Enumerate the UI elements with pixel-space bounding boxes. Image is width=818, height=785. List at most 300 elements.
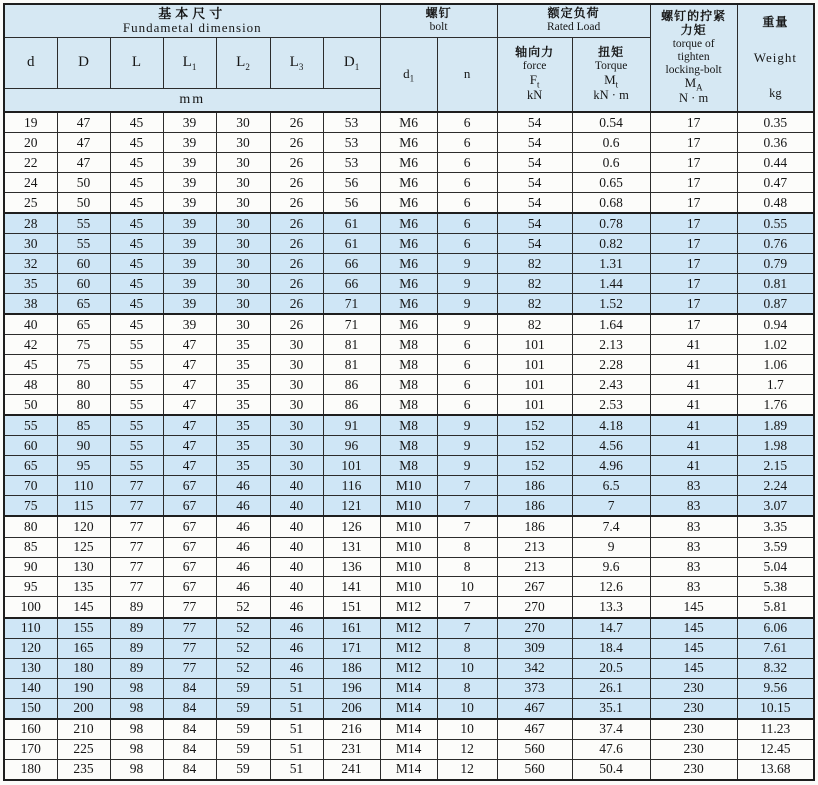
cell-d1: M14 (380, 759, 437, 780)
cell-torque-kNm: 2.28 (572, 355, 650, 375)
cell-L2: 46 (216, 496, 270, 517)
cell-D1: 121 (323, 496, 380, 517)
table-header (4, 4, 814, 112)
cell-L2: 46 (216, 537, 270, 557)
cell-D1: 136 (323, 557, 380, 577)
table-row (4, 153, 814, 173)
cell-force-kN: 186 (497, 476, 572, 496)
header-tightening-zh1: 螺钉的拧紧 (661, 9, 727, 24)
cell-weight-kg: 1.89 (737, 415, 814, 436)
cell-torque-kNm: 0.6 (572, 153, 650, 173)
cell-MA-Nm: 83 (650, 537, 737, 557)
cell-L: 55 (110, 395, 163, 416)
table-row (4, 234, 814, 254)
cell-d1: M8 (380, 355, 437, 375)
cell-n: 9 (437, 294, 497, 315)
cell-torque-kNm: 37.4 (572, 719, 650, 740)
cell-torque-kNm: 14.7 (572, 618, 650, 639)
cell-D: 135 (57, 577, 110, 597)
cell-torque-kNm: 9.6 (572, 557, 650, 577)
cell-L3: 26 (270, 213, 323, 234)
cell-force-kN: 54 (497, 112, 572, 133)
cell-L: 89 (110, 597, 163, 618)
table-row (4, 496, 814, 517)
force-en: force (522, 60, 547, 73)
cell-D: 80 (57, 395, 110, 416)
cell-L2: 35 (216, 456, 270, 476)
cell-n: 6 (437, 234, 497, 254)
cell-MA-Nm: 230 (650, 719, 737, 740)
cell-n: 6 (437, 112, 497, 133)
cell-L2: 46 (216, 516, 270, 537)
cell-L2: 52 (216, 638, 270, 658)
cell-d: 150 (4, 698, 57, 719)
cell-n: 8 (437, 557, 497, 577)
cell-MA-Nm: 41 (650, 335, 737, 355)
cell-weight-kg: 1.06 (737, 355, 814, 375)
cell-n: 6 (437, 213, 497, 234)
cell-D1: 186 (323, 658, 380, 678)
cell-d1: M8 (380, 436, 437, 456)
cell-d1: M12 (380, 597, 437, 618)
cell-L1: 67 (163, 516, 216, 537)
cell-D: 115 (57, 496, 110, 517)
cell-D: 145 (57, 597, 110, 618)
cell-D1: 171 (323, 638, 380, 658)
cell-D: 50 (57, 193, 110, 214)
cell-L1: 47 (163, 436, 216, 456)
cell-n: 9 (437, 314, 497, 335)
header-bolt-zh: 螺钉 (425, 6, 452, 21)
cell-d: 20 (4, 133, 57, 153)
cell-torque-kNm: 1.64 (572, 314, 650, 335)
cell-d1: M10 (380, 537, 437, 557)
torque-en: Torque (594, 60, 628, 73)
header-fundamental-zh: 基本尺寸 (158, 5, 227, 21)
cell-torque-kNm: 0.54 (572, 112, 650, 133)
cell-force-kN: 267 (497, 577, 572, 597)
cell-MA-Nm: 230 (650, 739, 737, 759)
cell-D: 75 (57, 335, 110, 355)
cell-L: 98 (110, 678, 163, 698)
cell-D1: 91 (323, 415, 380, 436)
cell-L: 89 (110, 658, 163, 678)
cell-d1: M10 (380, 557, 437, 577)
cell-d1: M8 (380, 415, 437, 436)
cell-force-kN: 54 (497, 193, 572, 214)
cell-MA-Nm: 17 (650, 213, 737, 234)
cell-L1: 47 (163, 355, 216, 375)
header-weight-zh: 重量 (762, 15, 789, 29)
torque-symbol: $M_t$ (604, 71, 619, 90)
cell-L1: 67 (163, 577, 216, 597)
cell-L3: 51 (270, 719, 323, 740)
cell-n: 6 (437, 355, 497, 375)
cell-torque-kNm: 47.6 (572, 739, 650, 759)
cell-torque-kNm: 0.65 (572, 173, 650, 193)
unit-mm-row: mm (4, 88, 380, 112)
cell-force-kN: 270 (497, 618, 572, 639)
cell-n: 8 (437, 638, 497, 658)
cell-L: 77 (110, 476, 163, 496)
cell-D1: 56 (323, 193, 380, 214)
cell-D: 125 (57, 537, 110, 557)
cell-n: 7 (437, 618, 497, 639)
cell-MA-Nm: 41 (650, 395, 737, 416)
cell-L1: 84 (163, 739, 216, 759)
cell-weight-kg: 0.87 (737, 294, 814, 315)
cell-L1: 67 (163, 557, 216, 577)
cell-d: 28 (4, 213, 57, 234)
cell-force-kN: 186 (497, 496, 572, 517)
cell-torque-kNm: 2.53 (572, 395, 650, 416)
cell-D1: 66 (323, 274, 380, 294)
cell-torque-kNm: 18.4 (572, 638, 650, 658)
cell-MA-Nm: 41 (650, 436, 737, 456)
cell-MA-Nm: 41 (650, 355, 737, 375)
cell-D: 80 (57, 375, 110, 395)
cell-force-kN: 152 (497, 415, 572, 436)
cell-d1: M6 (380, 153, 437, 173)
cell-d1: M6 (380, 213, 437, 234)
cell-D1: 131 (323, 537, 380, 557)
cell-MA-Nm: 17 (650, 234, 737, 254)
cell-D: 90 (57, 436, 110, 456)
cell-D: 165 (57, 638, 110, 658)
cell-L: 98 (110, 759, 163, 780)
cell-d: 180 (4, 759, 57, 780)
cell-d1: M14 (380, 739, 437, 759)
cell-L1: 84 (163, 678, 216, 698)
cell-L1: 67 (163, 496, 216, 517)
cell-L: 45 (110, 314, 163, 335)
cell-force-kN: 54 (497, 173, 572, 193)
cell-n: 9 (437, 456, 497, 476)
col-header-D: D (57, 37, 110, 88)
cell-d: 85 (4, 537, 57, 557)
cell-L1: 47 (163, 456, 216, 476)
cell-D: 155 (57, 618, 110, 639)
cell-force-kN: 309 (497, 638, 572, 658)
cell-d: 160 (4, 719, 57, 740)
cell-D1: 101 (323, 456, 380, 476)
cell-D1: 116 (323, 476, 380, 496)
cell-L3: 51 (270, 739, 323, 759)
cell-MA-Nm: 17 (650, 153, 737, 173)
cell-L2: 46 (216, 577, 270, 597)
header-tightening-torque (650, 4, 737, 112)
cell-force-kN: 560 (497, 739, 572, 759)
cell-weight-kg: 7.61 (737, 638, 814, 658)
cell-L: 45 (110, 112, 163, 133)
cell-D1: 126 (323, 516, 380, 537)
table-row (4, 678, 814, 698)
cell-D1: 151 (323, 597, 380, 618)
cell-L3: 26 (270, 274, 323, 294)
cell-L: 45 (110, 254, 163, 274)
cell-L3: 40 (270, 496, 323, 517)
cell-d: 32 (4, 254, 57, 274)
cell-n: 10 (437, 719, 497, 740)
cell-n: 10 (437, 577, 497, 597)
cell-n: 6 (437, 335, 497, 355)
cell-L: 55 (110, 375, 163, 395)
table-row (4, 173, 814, 193)
cell-L2: 35 (216, 335, 270, 355)
cell-torque-kNm: 1.31 (572, 254, 650, 274)
cell-L: 77 (110, 516, 163, 537)
cell-L3: 26 (270, 153, 323, 173)
cell-L1: 39 (163, 213, 216, 234)
cell-L2: 30 (216, 274, 270, 294)
cell-d1: M8 (380, 375, 437, 395)
cell-L3: 40 (270, 516, 323, 537)
cell-L2: 35 (216, 355, 270, 375)
cell-d1: M14 (380, 678, 437, 698)
cell-D: 60 (57, 254, 110, 274)
cell-MA-Nm: 17 (650, 193, 737, 214)
cell-D: 190 (57, 678, 110, 698)
cell-torque-kNm: 35.1 (572, 698, 650, 719)
table-row (4, 698, 814, 719)
cell-force-kN: 82 (497, 294, 572, 315)
cell-MA-Nm: 145 (650, 658, 737, 678)
cell-n: 10 (437, 658, 497, 678)
cell-force-kN: 186 (497, 516, 572, 537)
cell-L: 45 (110, 294, 163, 315)
cell-MA-Nm: 83 (650, 476, 737, 496)
cell-L1: 39 (163, 234, 216, 254)
cell-D: 130 (57, 557, 110, 577)
cell-D: 75 (57, 355, 110, 375)
cell-L3: 46 (270, 597, 323, 618)
cell-L2: 46 (216, 557, 270, 577)
cell-D1: 53 (323, 112, 380, 133)
cell-torque-kNm: 6.5 (572, 476, 650, 496)
cell-L1: 39 (163, 133, 216, 153)
col-header-D1: $D_1$ (323, 37, 380, 88)
table-row (4, 314, 814, 335)
cell-L3: 51 (270, 698, 323, 719)
cell-d: 120 (4, 638, 57, 658)
cell-weight-kg: 0.55 (737, 213, 814, 234)
cell-D1: 206 (323, 698, 380, 719)
cell-torque-kNm: 26.1 (572, 678, 650, 698)
cell-L1: 84 (163, 698, 216, 719)
cell-L3: 46 (270, 638, 323, 658)
cell-torque-kNm: 7.4 (572, 516, 650, 537)
cell-L3: 26 (270, 314, 323, 335)
cell-force-kN: 152 (497, 436, 572, 456)
cell-d: 48 (4, 375, 57, 395)
cell-MA-Nm: 17 (650, 173, 737, 193)
table-row (4, 658, 814, 678)
cell-MA-Nm: 83 (650, 557, 737, 577)
cell-n: 9 (437, 436, 497, 456)
table-row (4, 759, 814, 780)
cell-d1: M6 (380, 314, 437, 335)
cell-D: 65 (57, 294, 110, 315)
cell-force-kN: 213 (497, 537, 572, 557)
cell-L2: 30 (216, 294, 270, 315)
cell-d1: M6 (380, 294, 437, 315)
cell-d1: M10 (380, 516, 437, 537)
cell-d: 25 (4, 193, 57, 214)
cell-force-kN: 54 (497, 234, 572, 254)
cell-n: 9 (437, 415, 497, 436)
table-row (4, 638, 814, 658)
cell-d1: M6 (380, 254, 437, 274)
cell-d1: M10 (380, 476, 437, 496)
cell-d: 22 (4, 153, 57, 173)
cell-n: 9 (437, 254, 497, 274)
cell-force-kN: 342 (497, 658, 572, 678)
cell-L2: 35 (216, 395, 270, 416)
cell-weight-kg: 13.68 (737, 759, 814, 780)
spec-table (3, 3, 815, 781)
cell-L1: 67 (163, 537, 216, 557)
cell-weight-kg: 1.02 (737, 335, 814, 355)
cell-d: 35 (4, 274, 57, 294)
cell-L3: 26 (270, 112, 323, 133)
table-row (4, 294, 814, 315)
cell-weight-kg: 10.15 (737, 698, 814, 719)
cell-L2: 59 (216, 678, 270, 698)
header-weight (737, 4, 814, 112)
cell-D1: 216 (323, 719, 380, 740)
cell-d: 90 (4, 557, 57, 577)
cell-L2: 35 (216, 415, 270, 436)
cell-weight-kg: 5.04 (737, 557, 814, 577)
cell-L1: 39 (163, 294, 216, 315)
cell-MA-Nm: 230 (650, 678, 737, 698)
cell-n: 6 (437, 173, 497, 193)
cell-d1: M8 (380, 395, 437, 416)
cell-n: 7 (437, 597, 497, 618)
cell-force-kN: 467 (497, 719, 572, 740)
cell-L1: 84 (163, 759, 216, 780)
cell-torque-kNm: 0.68 (572, 193, 650, 214)
header-tightening-zh2: 力矩 (680, 23, 707, 38)
cell-n: 9 (437, 274, 497, 294)
cell-force-kN: 82 (497, 254, 572, 274)
cell-L2: 30 (216, 314, 270, 335)
cell-D1: 241 (323, 759, 380, 780)
cell-d: 130 (4, 658, 57, 678)
cell-D: 47 (57, 133, 110, 153)
cell-L3: 40 (270, 557, 323, 577)
cell-weight-kg: 12.45 (737, 739, 814, 759)
cell-d: 80 (4, 516, 57, 537)
cell-D: 55 (57, 234, 110, 254)
cell-L1: 39 (163, 112, 216, 133)
cell-L3: 30 (270, 436, 323, 456)
cell-d1: M14 (380, 719, 437, 740)
cell-d: 110 (4, 618, 57, 639)
header-tightening-en2: tighten (677, 50, 710, 63)
cell-weight-kg: 2.15 (737, 456, 814, 476)
cell-L2: 30 (216, 254, 270, 274)
col-header-L2: $L_2$ (216, 37, 270, 88)
cell-n: 6 (437, 395, 497, 416)
header-tightening-unit: N · m (679, 91, 709, 106)
cell-L: 77 (110, 537, 163, 557)
cell-d1: M12 (380, 638, 437, 658)
cell-d: 170 (4, 739, 57, 759)
cell-L1: 47 (163, 335, 216, 355)
force-zh: 轴向力 (515, 45, 555, 60)
cell-L: 77 (110, 557, 163, 577)
cell-D: 200 (57, 698, 110, 719)
header-weight-unit: kg (769, 85, 782, 100)
cell-force-kN: 152 (497, 456, 572, 476)
cell-D: 47 (57, 153, 110, 173)
cell-D1: 231 (323, 739, 380, 759)
cell-L3: 26 (270, 294, 323, 315)
cell-d1: M8 (380, 335, 437, 355)
cell-L2: 52 (216, 618, 270, 639)
col-header-L: L (110, 37, 163, 88)
cell-force-kN: 54 (497, 213, 572, 234)
cell-D1: 71 (323, 294, 380, 315)
cell-torque-kNm: 4.18 (572, 415, 650, 436)
cell-weight-kg: 3.35 (737, 516, 814, 537)
cell-force-kN: 101 (497, 375, 572, 395)
cell-weight-kg: 9.56 (737, 678, 814, 698)
cell-D1: 86 (323, 395, 380, 416)
cell-n: 10 (437, 698, 497, 719)
cell-D: 120 (57, 516, 110, 537)
cell-torque-kNm: 12.6 (572, 577, 650, 597)
cell-d1: M8 (380, 456, 437, 476)
cell-torque-kNm: 50.4 (572, 759, 650, 780)
cell-L1: 47 (163, 395, 216, 416)
cell-L1: 39 (163, 193, 216, 214)
cell-torque-kNm: 1.44 (572, 274, 650, 294)
cell-L3: 26 (270, 254, 323, 274)
table-row (4, 456, 814, 476)
cell-d: 75 (4, 496, 57, 517)
col-header-axial-force (497, 37, 572, 112)
cell-force-kN: 213 (497, 557, 572, 577)
header-rated-load-zh: 额定负荷 (547, 6, 600, 21)
cell-D: 95 (57, 456, 110, 476)
cell-L: 98 (110, 698, 163, 719)
cell-d: 42 (4, 335, 57, 355)
header-tightening-en3: locking-bolt (665, 63, 722, 76)
col-header-torque (572, 37, 650, 112)
cell-L2: 30 (216, 193, 270, 214)
cell-force-kN: 101 (497, 335, 572, 355)
cell-weight-kg: 0.48 (737, 193, 814, 214)
table-row (4, 133, 814, 153)
table-row (4, 436, 814, 456)
cell-weight-kg: 0.36 (737, 133, 814, 153)
cell-MA-Nm: 230 (650, 698, 737, 719)
cell-weight-kg: 11.23 (737, 719, 814, 740)
cell-L3: 26 (270, 234, 323, 254)
cell-L: 45 (110, 133, 163, 153)
cell-D1: 86 (323, 375, 380, 395)
cell-MA-Nm: 41 (650, 415, 737, 436)
cell-D: 210 (57, 719, 110, 740)
cell-MA-Nm: 17 (650, 274, 737, 294)
table-row (4, 274, 814, 294)
cell-weight-kg: 0.94 (737, 314, 814, 335)
cell-L2: 59 (216, 739, 270, 759)
cell-D1: 196 (323, 678, 380, 698)
cell-MA-Nm: 17 (650, 133, 737, 153)
